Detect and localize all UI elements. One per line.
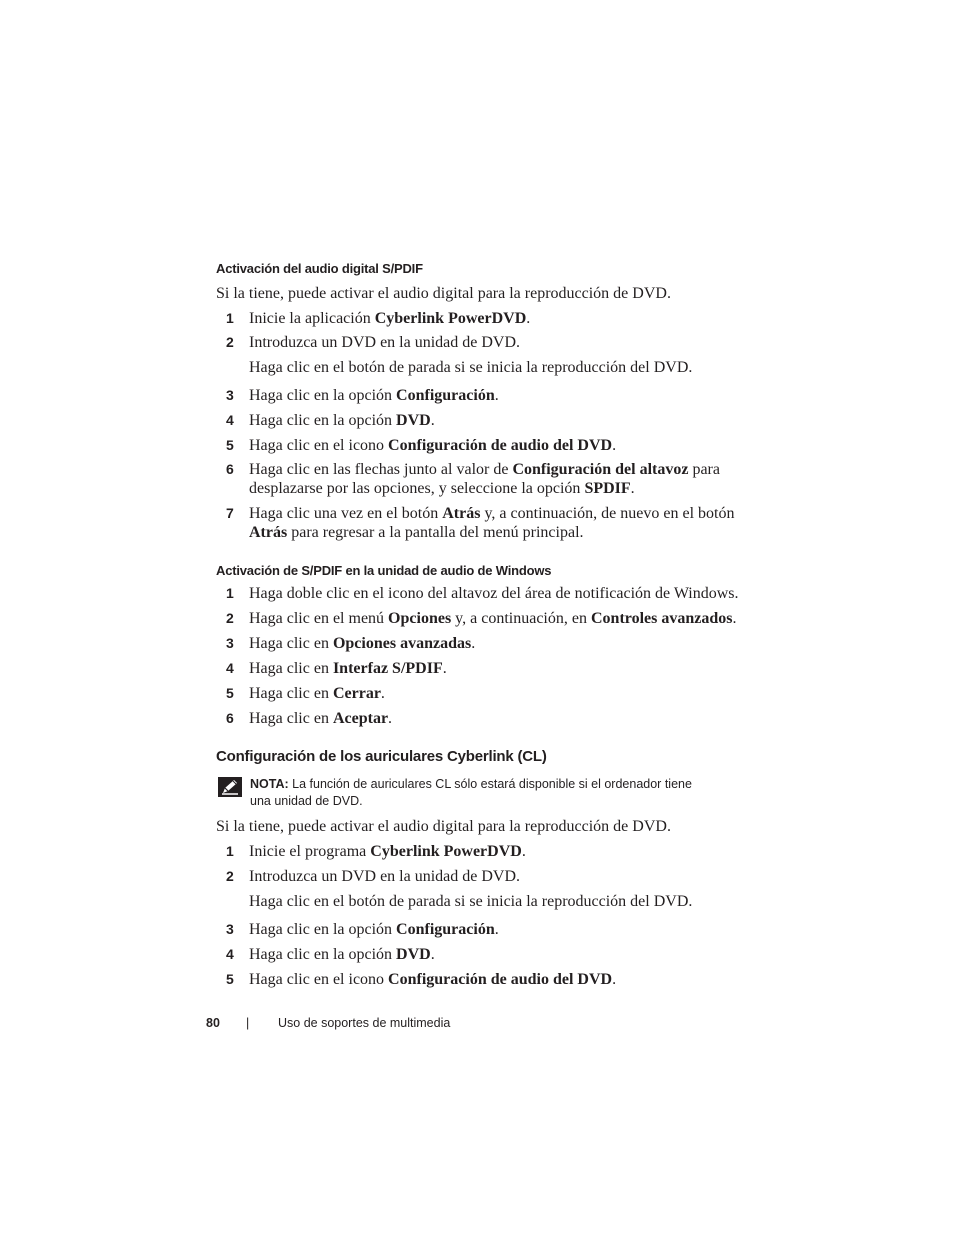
step-text: Inicie el programa Cyberlink PowerDVD. [249, 843, 526, 860]
step-number: 4 [226, 412, 234, 428]
step-number: 2 [226, 610, 234, 626]
footer-separator: | [246, 1016, 250, 1030]
step-number: 5 [226, 971, 234, 987]
step-number: 2 [226, 334, 234, 350]
section-intro: Si la tiene, puede activar el audio digital para la reproducción de DVD. [216, 818, 671, 835]
step-number: 3 [226, 635, 234, 651]
step-text-line2: Atrás para regresar a la pantalla del menú principal. [249, 524, 584, 541]
section-heading-windows: Activación de S/PDIF en la unidad de audio de Windows [216, 563, 552, 578]
step-text: Inicie la aplicación Cyberlink PowerDVD. [249, 310, 531, 327]
step-text: Introduzca un DVD en la unidad de DVD. [249, 334, 521, 351]
section-intro: Si la tiene, puede activar el audio digital para la reproducción de DVD. [216, 285, 671, 302]
step-number: 1 [226, 310, 234, 326]
note-line-1: NOTA: La función de auriculares CL sólo estará disponible si el ordenador tiene [250, 777, 692, 791]
step-number: 7 [226, 505, 234, 521]
step-number: 1 [226, 585, 234, 601]
step-text: Haga doble clic en el icono del altavoz del área de notificación de Windows. [249, 585, 739, 602]
step-text: Haga clic en Cerrar. [249, 685, 385, 702]
footer-chapter: Uso de soportes de multimedia [278, 1016, 451, 1030]
step-text: Haga clic en Aceptar. [249, 710, 393, 727]
step-text: Haga clic en el menú Opciones y, a continuación, en Controles avanzados. [249, 610, 737, 627]
step-number: 4 [226, 946, 234, 962]
step-number: 3 [226, 921, 234, 937]
step-text: Haga clic en el icono Configuración de audio del DVD. [249, 971, 617, 988]
section-heading-spdif: Activación del audio digital S/PDIF [216, 261, 423, 276]
page-number: 80 [206, 1016, 220, 1030]
step-text: Haga clic en las flechas junto al valor de Configuración del altavoz para [249, 461, 720, 478]
step-text: Haga clic en Opciones avanzadas. [249, 635, 476, 652]
step-text: Haga clic en la opción Configuración. [249, 921, 499, 938]
step-text: Introduzca un DVD en la unidad de DVD. [249, 868, 521, 885]
step-continuation: Haga clic en el botón de parada si se inicia la reproducción del DVD. [249, 359, 693, 376]
step-number: 6 [226, 710, 234, 726]
step-continuation: Haga clic en el botón de parada si se inicia la reproducción del DVD. [249, 893, 693, 910]
step-text: Haga clic en Interfaz S/PDIF. [249, 660, 447, 677]
step-number: 4 [226, 660, 234, 676]
step-text: Haga clic en el icono Configuración de audio del DVD. [249, 437, 617, 454]
step-text: Haga clic en la opción DVD. [249, 412, 435, 429]
note-line-2: una unidad de DVD. [250, 794, 363, 808]
step-text: Haga clic en la opción DVD. [249, 946, 435, 963]
step-text: Haga clic en la opción Configuración. [249, 387, 499, 404]
step-number: 6 [226, 461, 234, 477]
step-number: 3 [226, 387, 234, 403]
step-text: Haga clic una vez en el botón Atrás y, a continuación, de nuevo en el botón [249, 505, 735, 522]
step-number: 1 [226, 843, 234, 859]
note-pencil-icon [218, 777, 242, 797]
step-text-line2: desplazarse por las opciones, y seleccione la opción SPDIF. [249, 480, 635, 497]
section-heading-cl: Configuración de los auriculares Cyberlink (CL) [216, 748, 547, 765]
step-number: 2 [226, 868, 234, 884]
step-number: 5 [226, 685, 234, 701]
step-number: 5 [226, 437, 234, 453]
